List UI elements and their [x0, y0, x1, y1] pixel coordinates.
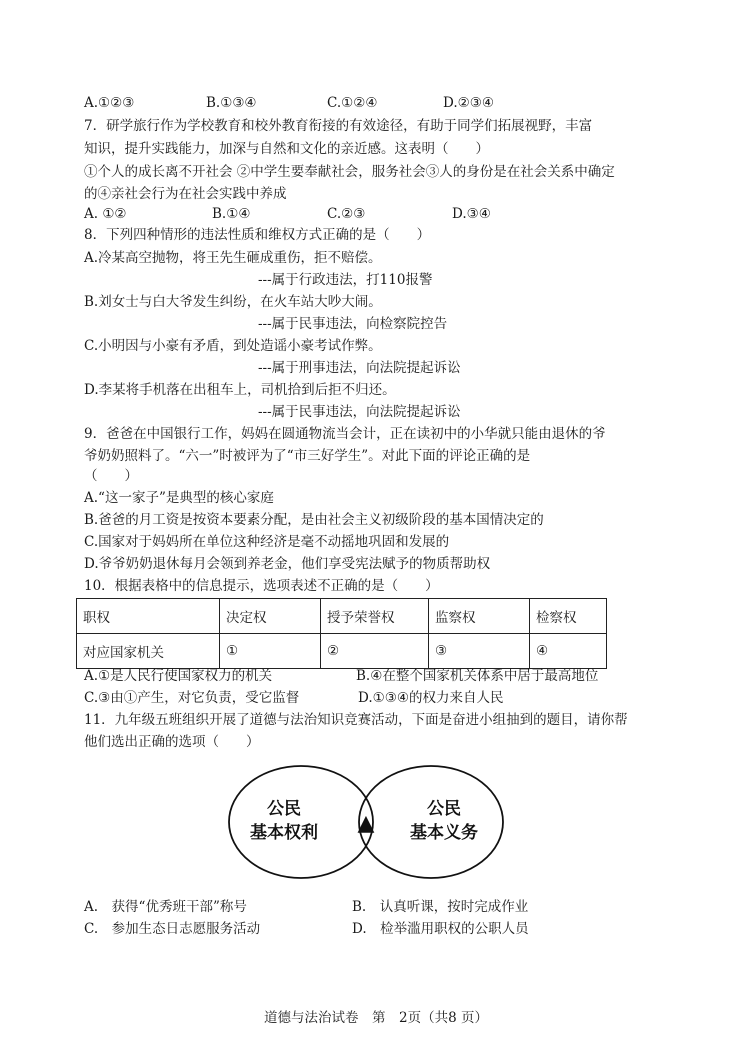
q8-note-c: ---属于刑事违法，向法院提起诉讼 — [258, 360, 461, 376]
table-row — [77, 634, 607, 669]
venn-left-circle — [229, 766, 373, 878]
q8-case-a: A.冷某高空抛物，将王先生砸成重伤，拒不赔偿。 — [84, 250, 382, 266]
venn-right-label: 公民 — [427, 799, 461, 819]
page-footer: 道德与法治试卷 第 2页（共8 页） — [264, 1010, 488, 1026]
q11-stem-line: 11．九年级五班组织开展了道德与法治知识竞赛活动，下面是奋进小组抽到的题目，请你帮 — [84, 712, 628, 728]
venn-center-mark: ▲ — [357, 811, 375, 836]
q6-option-d: D.②③④ — [443, 95, 494, 111]
table-cell: ③ — [429, 634, 530, 669]
q8-stem: 8．下列四种情形的违法性质和维权方式正确的是（ ） — [84, 227, 431, 243]
q11-option-d: D. 检举滥用职权的公职人员 — [352, 921, 529, 937]
table-header-cell: 授予荣誉权 — [321, 599, 429, 634]
q7-stem-line: 7．研学旅行作为学校教育和校外教育衔接的有效途径，有助于同学们拓展视野，丰富 — [84, 118, 593, 134]
q8-note-a: ---属于行政违法，打110报警 — [258, 272, 433, 288]
venn-right-circle — [359, 766, 503, 878]
q10-stem: 10．根据表格中的信息提示，选项表述不正确的是（ ） — [84, 578, 439, 594]
q9-stem-line: 爷奶奶照料了。“六一”时被评为了“市三好学生”。对此下面的评论正确的是 — [84, 448, 531, 464]
q9-option-b: B.爸爸的月工资是按资本要素分配，是由社会主义初级阶段的基本国情决定的 — [84, 512, 544, 528]
q9-stem-line: 9．爸爸在中国银行工作，妈妈在圆通物流当会计，正在读初中的小华就只能由退休的爷 — [84, 426, 606, 442]
q11-option-a: A. 获得“优秀班干部”称号 — [84, 899, 247, 915]
q7-stem-line: 的④亲社会行为在社会实践中养成 — [84, 186, 287, 202]
q11-option-c: C. 参加生态日志愿服务活动 — [84, 921, 261, 937]
venn-right-label: 基本义务 — [410, 823, 478, 843]
q9-stem-line: （ ） — [84, 468, 138, 484]
table-cell: ④ — [530, 634, 607, 669]
q9-option-c: C.国家对于妈妈所在单位这种经济是毫不动摇地巩固和发展的 — [84, 534, 450, 550]
q7-stem-line: 知识，提升实践能力，加深与自然和文化的亲近感。这表明（ ） — [84, 141, 489, 157]
venn-left-label: 公民 — [267, 799, 301, 819]
q8-case-d: D.李某将手机落在出租车上，司机拾到后拒不归还。 — [84, 382, 396, 398]
q8-case-c: C.小明因与小豪有矛盾，到处造谣小豪考试作弊。 — [84, 338, 382, 354]
q7-option-b: B.①④ — [212, 206, 251, 222]
q11-stem-line: 他们选出正确的选项（ ） — [84, 734, 260, 750]
table-header-cell: 监察权 — [429, 599, 530, 634]
q8-note-b: ---属于民事违法，向检察院控告 — [258, 316, 448, 332]
table-row — [77, 599, 607, 634]
q10-option-c: C.③由①产生，对它负责，受它监督 — [84, 690, 300, 706]
venn-left-label: 基本权利 — [250, 823, 318, 843]
q9-option-a: A.“这一家子”是典型的核心家庭 — [84, 490, 274, 506]
q11-option-b: B. 认真听课，按时完成作业 — [352, 899, 529, 915]
table-cell: ① — [220, 634, 321, 669]
q6-option-c: C.①②④ — [327, 95, 378, 111]
q10-table — [76, 598, 607, 669]
q7-option-c: C.②③ — [327, 206, 366, 222]
q7-option-d: D.③④ — [452, 206, 491, 222]
q7-stem-line: ①个人的成长离不开社会 ②中学生要奉献社会，服务社会③人的身份是在社会关系中确定 — [84, 164, 615, 180]
table-cell: ② — [321, 634, 429, 669]
q8-case-b: B.刘女士与白大爷发生纠纷，在火车站大吵大闹。 — [84, 294, 382, 310]
q10-option-a: A.①是人民行使国家权力的机关 — [84, 668, 273, 684]
q7-option-a: A. ①② — [84, 206, 127, 222]
q8-note-d: ---属于民事违法，向法院提起诉讼 — [258, 404, 461, 420]
table-cell: 对应国家机关 — [77, 634, 220, 669]
table-header-cell: 职权 — [77, 599, 220, 634]
venn-diagram — [226, 762, 506, 882]
q10-option-b: B.④在整个国家机关体系中居于最高地位 — [356, 668, 599, 684]
table-header-cell: 决定权 — [220, 599, 321, 634]
q6-option-b: B.①③④ — [206, 95, 257, 111]
q10-option-d: D.①③④的权力来自人民 — [358, 690, 504, 706]
table-header-cell: 检察权 — [530, 599, 607, 634]
q9-option-d: D.爷爷奶奶退休每月会领到养老金，他们享受宪法赋予的物质帮助权 — [84, 556, 491, 572]
q6-option-a: A.①②③ — [84, 95, 135, 111]
